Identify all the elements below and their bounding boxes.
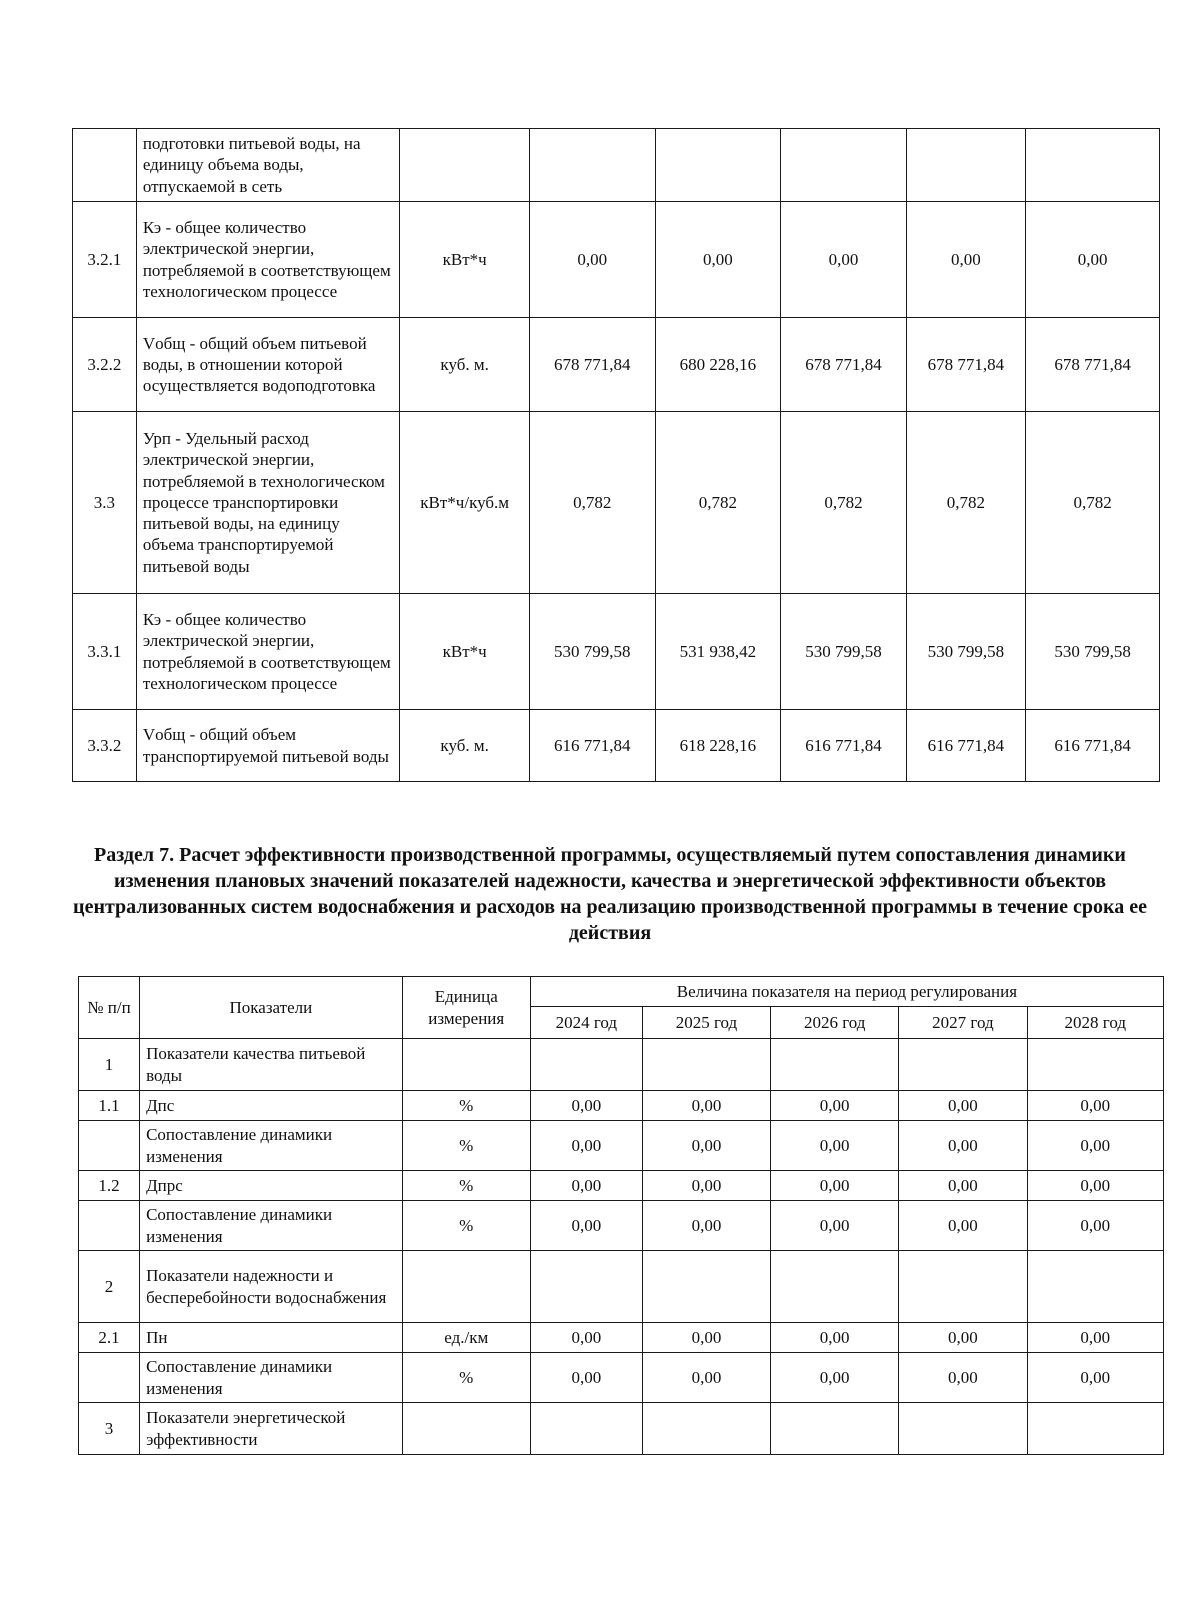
indicator-name: Дпс: [140, 1091, 403, 1121]
table-row: [79, 1121, 1164, 1171]
header-year: 2024 год: [530, 1007, 642, 1039]
row-number: 3.3.2: [73, 710, 137, 782]
header-indicators: Показатели: [140, 977, 403, 1039]
value-cell: [530, 1039, 642, 1091]
table-row: [79, 1039, 1164, 1091]
unit-cell: %: [402, 1353, 530, 1403]
unit-cell: кВт*ч: [400, 202, 530, 318]
value-cell: 0,00: [771, 1353, 899, 1403]
value-cell: 0,00: [530, 1353, 642, 1403]
value-cell: [899, 1039, 1027, 1091]
unit-cell: %: [402, 1201, 530, 1251]
table-row: [79, 1353, 1164, 1403]
value-cell: 678 771,84: [530, 318, 656, 412]
unit-cell: куб. м.: [400, 318, 530, 412]
value-cell: [771, 1039, 899, 1091]
value-cell: 0,00: [642, 1091, 770, 1121]
header-year: 2026 год: [771, 1007, 899, 1039]
value-cell: 0,00: [899, 1091, 1027, 1121]
value-cell: 0,00: [642, 1323, 770, 1353]
indicator-name: Кэ - общее количество электрической энергии, потребляемой в соответствующем технологическом процессе: [136, 202, 400, 318]
value-cell: 0,00: [642, 1171, 770, 1201]
value-cell: 0,00: [1027, 1091, 1163, 1121]
indicator-name: Пн: [140, 1323, 403, 1353]
value-cell: 0,00: [530, 1091, 642, 1121]
unit-cell: [402, 1403, 530, 1455]
value-cell: 0,00: [899, 1201, 1027, 1251]
value-cell: 0,00: [771, 1121, 899, 1171]
row-number: [73, 129, 137, 202]
unit-cell: %: [402, 1121, 530, 1171]
value-cell: 530 799,58: [906, 594, 1025, 710]
table-row: [79, 1323, 1164, 1353]
value-cell: 0,00: [906, 202, 1025, 318]
value-cell: [530, 1251, 642, 1323]
value-cell: 0,00: [1027, 1353, 1163, 1403]
value-cell: 0,00: [899, 1323, 1027, 1353]
indicator-name: Vобщ - общий объем питьевой воды, в отношении которой осуществляется водоподготовка: [136, 318, 400, 412]
unit-cell: [402, 1039, 530, 1091]
unit-cell: кВт*ч/куб.м: [400, 412, 530, 594]
value-cell: 0,782: [530, 412, 656, 594]
indicator-name: Vобщ - общий объем транспортируемой питьевой воды: [136, 710, 400, 782]
indicator-name: Сопоставление динамики изменения: [140, 1121, 403, 1171]
value-cell: [1027, 1039, 1163, 1091]
value-cell: 530 799,58: [1026, 594, 1160, 710]
value-cell: 530 799,58: [530, 594, 656, 710]
unit-cell: %: [402, 1091, 530, 1121]
unit-cell: %: [402, 1171, 530, 1201]
value-cell: 0,00: [771, 1323, 899, 1353]
value-cell: 0,00: [530, 202, 656, 318]
row-number: 2: [79, 1251, 140, 1323]
value-cell: 0,00: [530, 1201, 642, 1251]
value-cell: [642, 1403, 770, 1455]
indicator-name: Сопоставление динамики изменения: [140, 1201, 403, 1251]
value-cell: [781, 129, 907, 202]
header-year: 2025 год: [642, 1007, 770, 1039]
value-cell: 616 771,84: [1026, 710, 1160, 782]
value-cell: 0,782: [655, 412, 781, 594]
unit-cell: куб. м.: [400, 710, 530, 782]
value-cell: 616 771,84: [906, 710, 1025, 782]
value-cell: 0,782: [781, 412, 907, 594]
value-cell: 0,00: [771, 1201, 899, 1251]
table-row: [73, 318, 1160, 412]
table-row: [73, 594, 1160, 710]
indicator-name: Показатели качества питьевой воды: [140, 1039, 403, 1091]
value-cell: 678 771,84: [781, 318, 907, 412]
row-number: [79, 1201, 140, 1251]
unit-cell: ед./км: [402, 1323, 530, 1353]
value-cell: 0,782: [906, 412, 1025, 594]
value-cell: 0,00: [1027, 1201, 1163, 1251]
row-number: [79, 1353, 140, 1403]
value-cell: 0,00: [771, 1091, 899, 1121]
value-cell: 0,00: [642, 1353, 770, 1403]
value-cell: 0,00: [1027, 1323, 1163, 1353]
value-cell: [906, 129, 1025, 202]
header-number: № п/п: [79, 977, 140, 1039]
row-number: 2.1: [79, 1323, 140, 1353]
row-number: 1: [79, 1039, 140, 1091]
table-row: [79, 1171, 1164, 1201]
row-number: 3.3: [73, 412, 137, 594]
indicator-name: Урп - Удельный расход электрической энергии, потребляемой в технологическом процессе транспортировки питьевой воды, на единицу объема транспортируемой питьевой воды: [136, 412, 400, 594]
value-cell: 0,782: [1026, 412, 1160, 594]
table-row: [73, 202, 1160, 318]
value-cell: 0,00: [899, 1121, 1027, 1171]
value-cell: [530, 129, 656, 202]
value-cell: 0,00: [899, 1353, 1027, 1403]
value-cell: 0,00: [655, 202, 781, 318]
value-cell: [771, 1251, 899, 1323]
indicator-name: Показатели энергетической эффективности: [140, 1403, 403, 1455]
value-cell: 0,00: [1027, 1121, 1163, 1171]
unit-cell: [400, 129, 530, 202]
value-cell: 616 771,84: [530, 710, 656, 782]
efficiency-table: [78, 976, 1164, 1455]
value-cell: [899, 1403, 1027, 1455]
value-cell: 618 228,16: [655, 710, 781, 782]
value-cell: [1027, 1251, 1163, 1323]
row-number: [79, 1121, 140, 1171]
row-number: 3.2.1: [73, 202, 137, 318]
value-cell: 678 771,84: [1026, 318, 1160, 412]
value-cell: 616 771,84: [781, 710, 907, 782]
row-number: 1.1: [79, 1091, 140, 1121]
table-row: [73, 129, 1160, 202]
value-cell: [771, 1403, 899, 1455]
value-cell: 0,00: [642, 1121, 770, 1171]
value-cell: [642, 1039, 770, 1091]
value-cell: 680 228,16: [655, 318, 781, 412]
header-row: [79, 977, 1164, 1007]
indicators-table-continued: [72, 128, 1160, 782]
header-unit: Единица измерения: [402, 977, 530, 1039]
table-row: [73, 412, 1160, 594]
table-row: [73, 710, 1160, 782]
value-cell: [1027, 1403, 1163, 1455]
row-number: 3.3.1: [73, 594, 137, 710]
value-cell: 531 938,42: [655, 594, 781, 710]
indicator-name: Сопоставление динамики изменения: [140, 1353, 403, 1403]
header-period: Величина показателя на период регулирования: [530, 977, 1163, 1007]
section-title: Раздел 7. Расчет эффективности производственной программы, осуществляемый путем сопоставления динамики изменения плановых значений показателей надежности, качества и энергетической эффективности объектов централизованных систем водоснабжения и расходов на реализацию производственной программы в течение срока ее действия: [73, 844, 1147, 944]
value-cell: 0,00: [771, 1171, 899, 1201]
row-number: 1.2: [79, 1171, 140, 1201]
row-number: 3.2.2: [73, 318, 137, 412]
value-cell: [530, 1403, 642, 1455]
indicator-name: подготовки питьевой воды, на единицу объема воды, отпускаемой в сеть: [136, 129, 400, 202]
value-cell: 0,00: [642, 1201, 770, 1251]
indicator-name: Показатели надежности и бесперебойности водоснабжения: [140, 1251, 403, 1323]
unit-cell: [402, 1251, 530, 1323]
value-cell: 0,00: [1026, 202, 1160, 318]
value-cell: [655, 129, 781, 202]
value-cell: 0,00: [1027, 1171, 1163, 1201]
value-cell: 530 799,58: [781, 594, 907, 710]
value-cell: 0,00: [530, 1121, 642, 1171]
value-cell: 678 771,84: [906, 318, 1025, 412]
unit-cell: кВт*ч: [400, 594, 530, 710]
table-row: [79, 1403, 1164, 1455]
value-cell: 0,00: [781, 202, 907, 318]
value-cell: 0,00: [530, 1323, 642, 1353]
value-cell: [1026, 129, 1160, 202]
value-cell: 0,00: [530, 1171, 642, 1201]
table-row: [79, 1251, 1164, 1323]
indicator-name: Дпрс: [140, 1171, 403, 1201]
header-year: 2027 год: [899, 1007, 1027, 1039]
table-row: [79, 1201, 1164, 1251]
header-year: 2028 год: [1027, 1007, 1163, 1039]
indicator-name: Кэ - общее количество электрической энергии, потребляемой в соответствующем технологическом процессе: [136, 594, 400, 710]
row-number: 3: [79, 1403, 140, 1455]
value-cell: [899, 1251, 1027, 1323]
value-cell: 0,00: [899, 1171, 1027, 1201]
table-row: [79, 1091, 1164, 1121]
value-cell: [642, 1251, 770, 1323]
